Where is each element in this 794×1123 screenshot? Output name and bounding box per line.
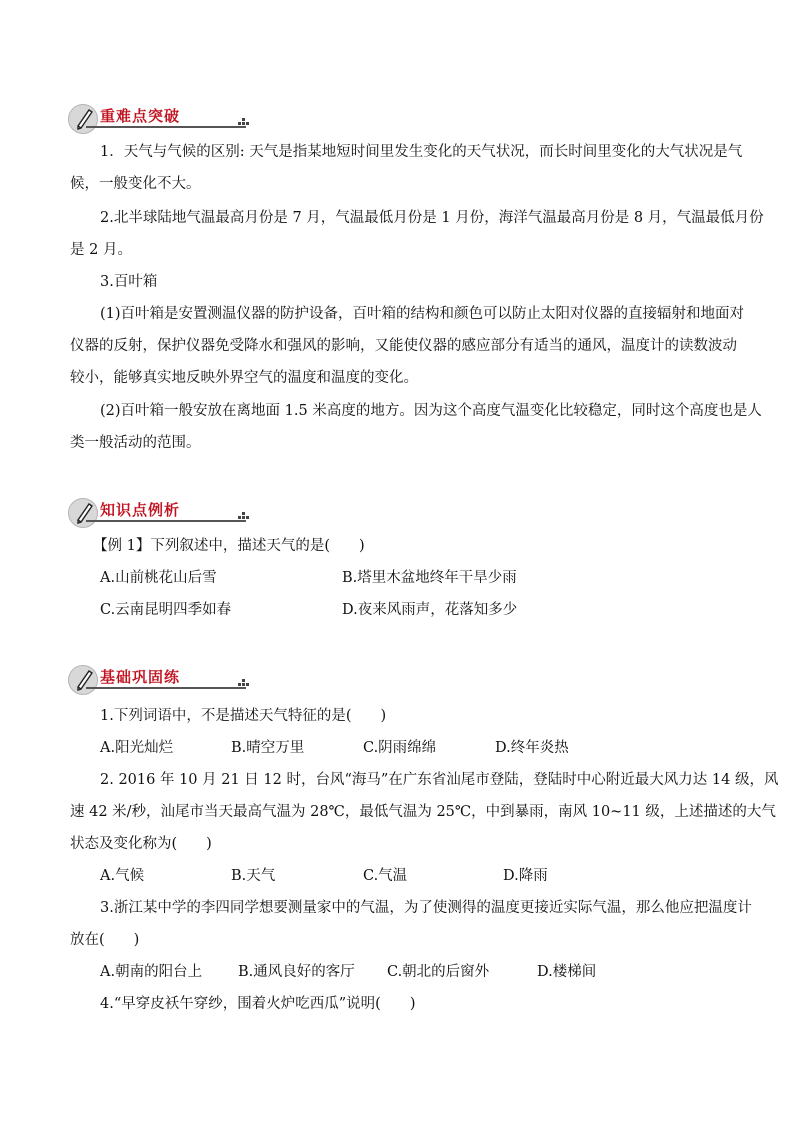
q2-option: B.天气 <box>231 868 276 884</box>
q1-option: B.晴空万里 <box>231 740 305 756</box>
q3-option: C.朝北的后窗外 <box>387 964 490 980</box>
q3-option: B.通风良好的客厅 <box>238 964 355 980</box>
header-underline <box>86 687 246 689</box>
question-4: 4.“早穿皮袄午穿纱，围着火炉吃西瓜”说明( ) <box>100 996 416 1012</box>
q2-option: C.气温 <box>363 868 408 884</box>
question-3-line: 3.浙江某中学的李四同学想要测量家中的气温，为了使测得的温度更接近实际气温，那么他应把温度计 <box>100 900 752 916</box>
q2-option: A.气候 <box>100 868 145 884</box>
q1-option: A.阳光灿烂 <box>100 740 174 756</box>
section-header-key-points <box>66 100 196 136</box>
pen-icon <box>68 665 98 695</box>
example-option: D.夜来风雨声，花落知多少 <box>342 602 518 618</box>
example-option: C.云南昆明四季如春 <box>100 602 232 618</box>
header-dots <box>238 512 248 520</box>
header-underline <box>86 126 246 128</box>
text-line: 仪器的反射，保护仪器免受降水和强风的影响，又能使仪器的感应部分有适当的通风，温度计的读数波动 <box>70 338 737 354</box>
section-title: 基础巩固练 <box>100 668 181 686</box>
q1-option: D.终年炎热 <box>495 740 569 756</box>
question-3-line: 放在( ) <box>70 932 140 948</box>
text-line: 候，一般变化不大。 <box>70 176 201 192</box>
pen-icon <box>68 104 98 134</box>
section-header-practice <box>66 661 196 697</box>
question-2-line: 2. 2016 年 10 月 21 日 12 时，台风“海马”在广东省汕尾市登陆，登陆时中心附近最大风力达 14 级，风 <box>100 772 779 788</box>
q3-option: D.楼梯间 <box>537 964 597 980</box>
example-question: 【例 1】下列叙述中，描述天气的是( ) <box>93 538 365 554</box>
question-2-line: 速 42 米/秒，汕尾市当天最高气温为 28℃，最低气温为 25℃，中到暴雨，南风 10~11 级，上述描述的大气 <box>70 804 776 820</box>
q3-option: A.朝南的阳台上 <box>100 964 203 980</box>
q2-option: D.降雨 <box>503 868 548 884</box>
question-1: 1.下列词语中，不是描述天气特征的是( ) <box>100 708 387 724</box>
pen-icon <box>68 498 98 528</box>
question-2-line: 状态及变化称为( ) <box>70 836 212 852</box>
q1-option: C.阴雨绵绵 <box>363 740 437 756</box>
header-dots <box>238 679 248 687</box>
text-line: 3.百叶箱 <box>100 274 158 290</box>
text-line: 较小，能够真实地反映外界空气的温度和温度的变化。 <box>70 370 418 386</box>
section-title: 重难点突破 <box>100 107 181 125</box>
section-header-examples <box>66 494 196 530</box>
text-line: 1．天气与气候的区别: 天气是指某地短时间里发生变化的天气状况，而长时间里变化的大气状况是气 <box>100 144 743 160</box>
text-line: 2.北半球陆地气温最高月份是 7 月，气温最低月份是 1 月份，海洋气温最高月份是 8 月，气温最低月份 <box>100 210 764 226</box>
example-option: A.山前桃花山后雪 <box>100 570 217 586</box>
example-option: B.塔里木盆地终年干旱少雨 <box>342 570 517 586</box>
header-underline <box>86 520 246 522</box>
text-line: 类一般活动的范围。 <box>70 435 201 451</box>
header-dots <box>238 118 248 126</box>
text-line: (2)百叶箱一般安放在离地面 1.5 米高度的地方。因为这个高度气温变化比较稳定，同时这个高度也是人 <box>100 403 762 419</box>
section-title: 知识点例析 <box>100 501 181 519</box>
text-line: (1)百叶箱是安置测温仪器的防护设备，百叶箱的结构和颜色可以防止太阳对仪器的直接辐射和地面对 <box>100 306 745 322</box>
text-line: 是 2 月。 <box>70 242 132 258</box>
